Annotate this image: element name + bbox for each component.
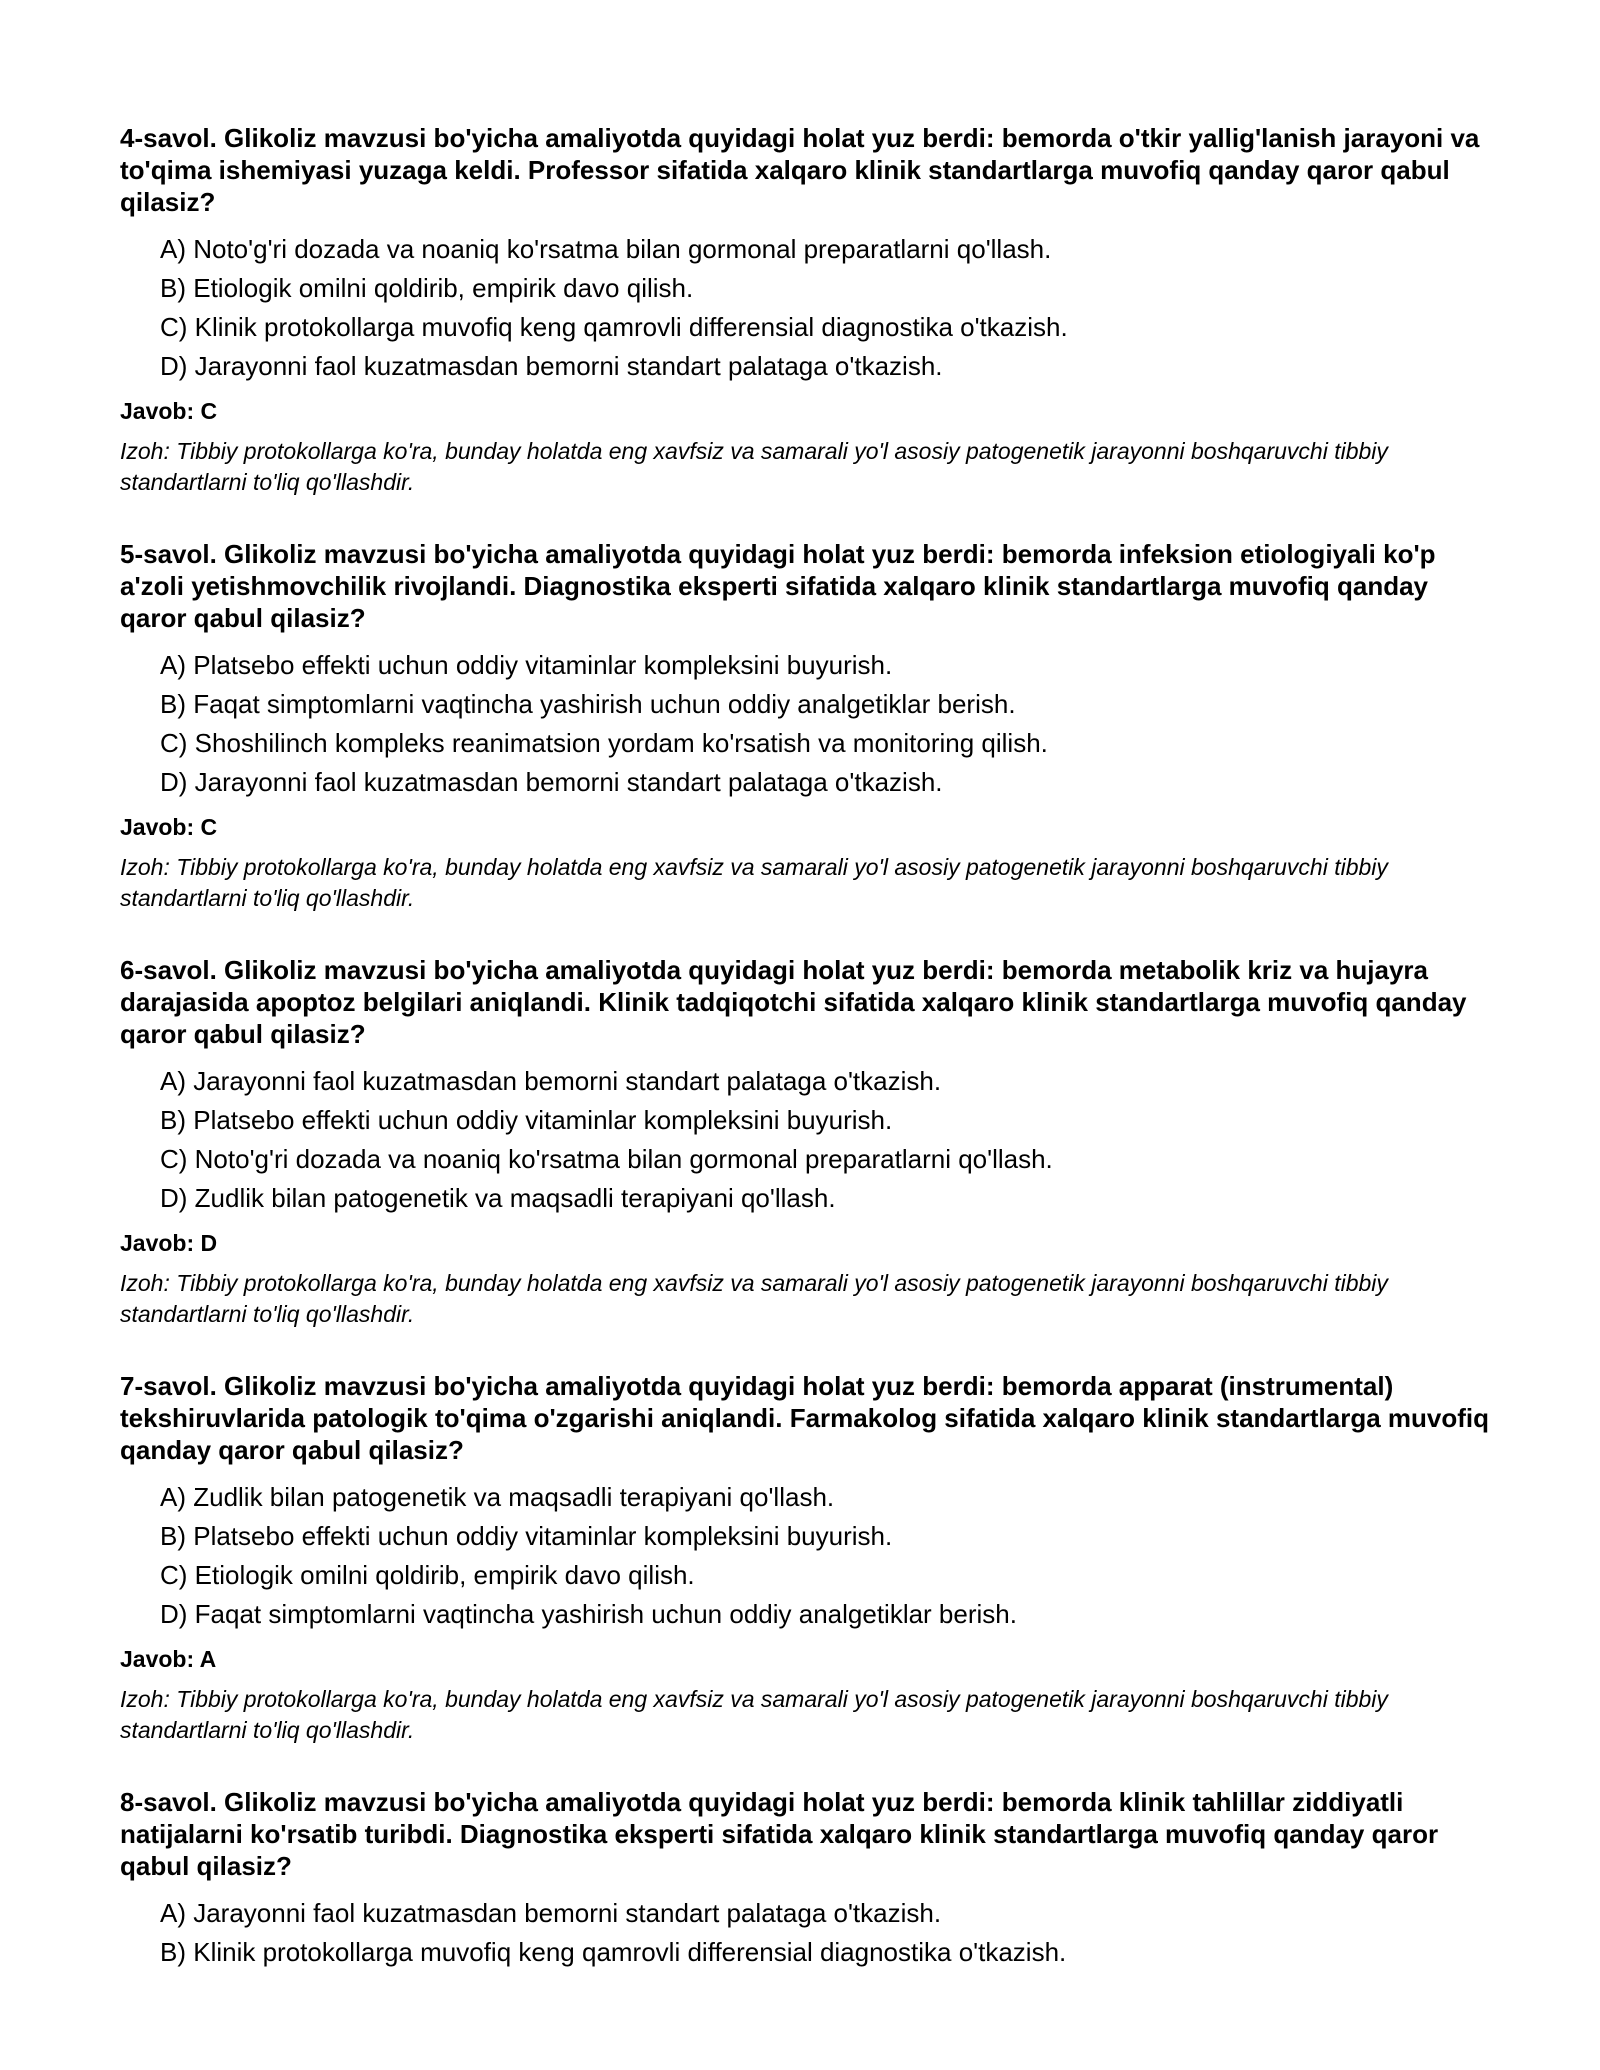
option-a: A) Noto'g'ri dozada va noaniq ko'rsatma bilan gormonal preparatlarni qo'llash. <box>160 234 1052 264</box>
option-c: C) Shoshilinch kompleks reanimatsion yordam ko'rsatish va monitoring qilish. <box>160 728 1048 758</box>
options-list <box>120 646 1500 802</box>
options-list <box>120 1894 1500 1972</box>
question-4 <box>120 122 1500 498</box>
option-d: D) Jarayonni faol kuzatmasdan bemorni standart palataga o'tkazish. <box>160 767 943 797</box>
question-title: 6-savol. Glikoliz mavzusi bo'yicha amaliyotda quyidagi holat yuz berdi: bemorda metabolik kriz va hujayra darajasida apoptoz belgilari aniqlandi. Klinik tadqiqotchi sifatida xalqaro klinik standartlarga muvofiq qanday qaror qabul qilasiz? <box>120 955 1467 1049</box>
options-list <box>120 1062 1500 1218</box>
answer-label: Javob: D <box>120 1230 218 1256</box>
option-a: A) Platsebo effekti uchun oddiy vitaminlar kompleksini buyurish. <box>160 650 893 680</box>
question-title: 8-savol. Glikoliz mavzusi bo'yicha amaliyotda quyidagi holat yuz berdi: bemorda klinik tahlillar ziddiyatli natijalarni ko'rsatib turibdi. Diagnostika eksperti sifatida xalqaro klinik standartlarga muvofiq qanday qaror qabul qilasiz? <box>120 1787 1439 1881</box>
options-list <box>120 1478 1500 1634</box>
answer-label: Javob: A <box>120 1646 217 1672</box>
option-a: A) Jarayonni faol kuzatmasdan bemorni standart palataga o'tkazish. <box>160 1066 942 1096</box>
question-6 <box>120 954 1500 1330</box>
option-d: D) Zudlik bilan patogenetik va maqsadli terapiyani qo'llash. <box>160 1183 836 1213</box>
question-title: 7-savol. Glikoliz mavzusi bo'yicha amaliyotda quyidagi holat yuz berdi: bemorda apparat (instrumental) tekshiruvlarida patologik to'qima o'zgarishi aniqlandi. Farmakolog sifatida xalqaro klinik standartlarga muvofiq qanday qaror qabul qilasiz? <box>120 1371 1489 1465</box>
option-b: B) Faqat simptomlarni vaqtincha yashirish uchun oddiy analgetiklar berish. <box>160 689 1016 719</box>
question-8 <box>120 1786 1500 1972</box>
document-page <box>120 122 1500 2012</box>
explanation-note: Izoh: Tibbiy protokollarga ko'ra, bunday holatda eng xavfsiz va samarali yo'l asosiy patogenetik jarayonni boshqaruvchi tibbiy standartlarni to'liq qo'llashdir. <box>120 438 1388 495</box>
question-title: 5-savol. Glikoliz mavzusi bo'yicha amaliyotda quyidagi holat yuz berdi: bemorda infeksion etiologiyali ko'p a'zoli yetishmovchilik rivojlandi. Diagnostika eksperti sifatida xalqaro klinik standartlarga muvofiq qanday qaror qabul qilasiz? <box>120 539 1436 633</box>
option-d: D) Faqat simptomlarni vaqtincha yashirish uchun oddiy analgetiklar berish. <box>160 1599 1017 1629</box>
option-a: A) Zudlik bilan patogenetik va maqsadli terapiyani qo'llash. <box>160 1482 835 1512</box>
option-b: B) Platsebo effekti uchun oddiy vitaminlar kompleksini buyurish. <box>160 1105 893 1135</box>
explanation-note: Izoh: Tibbiy protokollarga ko'ra, bunday holatda eng xavfsiz va samarali yo'l asosiy patogenetik jarayonni boshqaruvchi tibbiy standartlarni to'liq qo'llashdir. <box>120 1270 1388 1327</box>
question-5 <box>120 538 1500 914</box>
answer-label: Javob: C <box>120 398 218 424</box>
option-d: D) Jarayonni faol kuzatmasdan bemorni standart palataga o'tkazish. <box>160 351 943 381</box>
options-list <box>120 230 1500 386</box>
option-b: B) Klinik protokollarga muvofiq keng qamrovli differensial diagnostika o'tkazish. <box>160 1937 1067 1967</box>
option-b: B) Etiologik omilni qoldirib, empirik davo qilish. <box>160 273 694 303</box>
explanation-note: Izoh: Tibbiy protokollarga ko'ra, bunday holatda eng xavfsiz va samarali yo'l asosiy patogenetik jarayonni boshqaruvchi tibbiy standartlarni to'liq qo'llashdir. <box>120 854 1388 911</box>
answer-label: Javob: C <box>120 814 218 840</box>
question-title: 4-savol. Glikoliz mavzusi bo'yicha amaliyotda quyidagi holat yuz berdi: bemorda o'tkir yallig'lanish jarayoni va to'qima ishemiyasi yuzaga keldi. Professor sifatida xalqaro klinik standartlarga muvofiq qanday qaror qabul qilasiz? <box>120 123 1480 217</box>
option-c: C) Etiologik omilni qoldirib, empirik davo qilish. <box>160 1560 695 1590</box>
question-7 <box>120 1370 1500 1746</box>
explanation-note: Izoh: Tibbiy protokollarga ko'ra, bunday holatda eng xavfsiz va samarali yo'l asosiy patogenetik jarayonni boshqaruvchi tibbiy standartlarni to'liq qo'llashdir. <box>120 1686 1388 1743</box>
option-b: B) Platsebo effekti uchun oddiy vitaminlar kompleksini buyurish. <box>160 1521 893 1551</box>
option-c: C) Noto'g'ri dozada va noaniq ko'rsatma bilan gormonal preparatlarni qo'llash. <box>160 1144 1053 1174</box>
option-c: C) Klinik protokollarga muvofiq keng qamrovli differensial diagnostika o'tkazish. <box>160 312 1068 342</box>
option-a: A) Jarayonni faol kuzatmasdan bemorni standart palataga o'tkazish. <box>160 1898 942 1928</box>
